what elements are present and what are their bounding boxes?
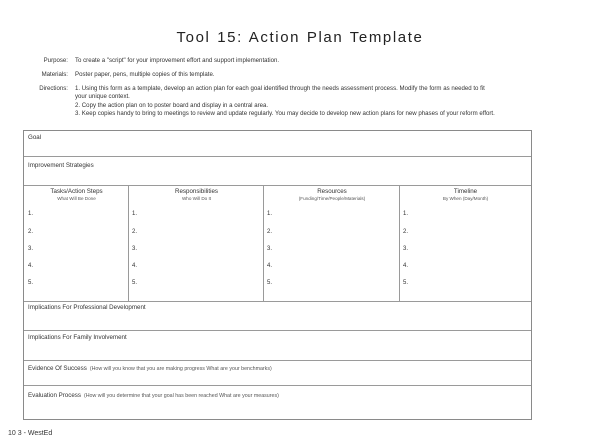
resource-number: 4. [267, 263, 273, 269]
column-title: Responsibilities [175, 188, 218, 195]
evidence-subtitle: (How will you know that you are making progress What are your benchmarks) [89, 366, 272, 372]
professional-development-label: Implications For Professional Development [28, 304, 146, 311]
task-number: 3. [28, 246, 34, 252]
column-subtitle: What Will Be Done [57, 196, 96, 201]
column-title: Tasks/Action Steps [50, 188, 103, 195]
column-divider [128, 186, 129, 301]
purpose-text: To create a "script" for your improvement effort and support implementation. [75, 57, 280, 64]
direction-item: 2. Copy the action plan on to poster board and display in a central area. [75, 101, 269, 109]
responsibility-number: 3. [132, 246, 138, 252]
direction-item: 1. Using this form as a template, develop an action plan for each goal identified through the needs assessment process. Modify the form as needed to fit your unique context. [75, 85, 485, 101]
resource-number: 2. [267, 229, 273, 235]
column-subtitle: (Funding/Time/People/Materials) [298, 196, 366, 201]
column-resources [264, 188, 400, 202]
family-involvement-label: Implications For Family Involvement [28, 334, 127, 341]
column-timeline [400, 188, 531, 202]
resource-number: 1. [267, 211, 273, 217]
responsibility-number: 4. [132, 263, 138, 269]
improvement-label: Improvement Strategies [28, 162, 94, 169]
divider [24, 156, 531, 157]
goal-label: Goal [28, 134, 42, 141]
timeline-number: 1. [403, 211, 409, 217]
materials-text: Poster paper, pens, multiple copies of this template. [75, 71, 215, 78]
task-number: 2. [28, 229, 34, 235]
resource-number: 3. [267, 246, 273, 252]
column-tasks [24, 188, 129, 202]
task-number: 5. [28, 280, 34, 286]
column-responsibilities [129, 188, 264, 202]
page-footer: 10 3 - WestEd [8, 430, 53, 437]
evaluation-title: Evaluation Process [28, 392, 81, 399]
evidence-title: Evidence Of Success [28, 365, 87, 372]
divider [24, 301, 531, 302]
column-divider [263, 186, 264, 301]
materials-label: Materials: [41, 71, 68, 78]
timeline-number: 4. [403, 263, 409, 269]
divider [24, 385, 531, 386]
timeline-number: 5. [403, 280, 409, 286]
divider [24, 360, 531, 361]
column-title: Timeline [453, 188, 478, 195]
divider [24, 330, 531, 331]
divider [24, 185, 531, 186]
column-title: Resources [317, 188, 347, 195]
evaluation-process-label [28, 392, 279, 399]
resource-number: 5. [267, 280, 273, 286]
column-subtitle: Who Will Do It [181, 196, 212, 201]
evaluation-subtitle: (How will you determine that your goal has been reached What are your measures) [83, 393, 279, 399]
directions-label: Directions: [39, 85, 68, 92]
task-number: 4. [28, 263, 34, 269]
responsibility-number: 5. [132, 280, 138, 286]
column-subtitle: By When (Day/Month) [442, 196, 489, 201]
timeline-number: 3. [403, 246, 409, 252]
page-title: Tool 15: Action Plan Template [176, 29, 424, 46]
action-plan-form [23, 130, 532, 420]
column-divider [399, 186, 400, 301]
direction-item: 3. Keep copies handy to bring to meetings to review and update regularly. You may decide to develop new action plans for new phases of your reform effort. [75, 110, 495, 118]
responsibility-number: 2. [132, 229, 138, 235]
purpose-label: Purpose: [43, 57, 68, 64]
directions-list [75, 85, 495, 119]
responsibility-number: 1. [132, 211, 138, 217]
evidence-of-success-label [28, 365, 272, 372]
timeline-number: 2. [403, 229, 409, 235]
task-number: 1. [28, 211, 34, 217]
